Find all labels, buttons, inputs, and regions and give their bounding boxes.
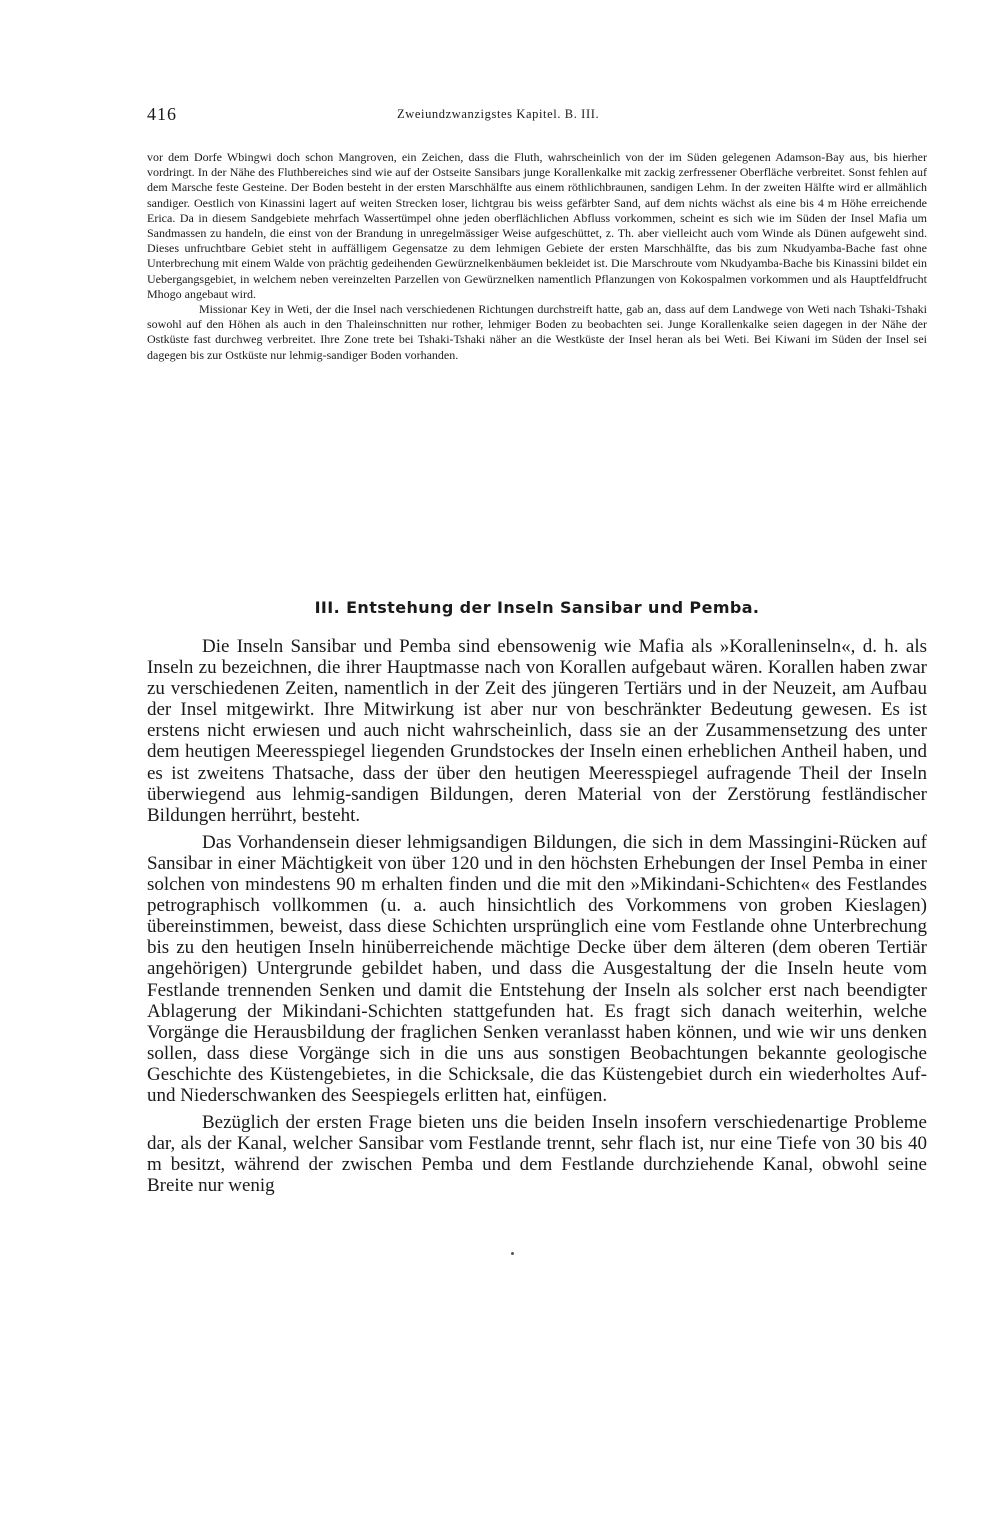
body-paragraph: Die Inseln Sansibar und Pemba sind ebensowenig wie Mafia als »Koralleninseln«, d. h. als Inseln zu bezeichnen, die ihrer Hauptmasse nach von Korallen aufgebaut wären. Korallen haben zwar zu verschiedenen Zeiten, namentlich in der Zeit des jüngeren Tertiärs und in der Neuzeit, am Aufbau der Insel mitgewirkt. Ihre Mitwirkung ist aber nur von beschränkter Bedeutung gewesen. Es ist erstens nicht erwiesen und auch nicht wahrscheinlich, dass sie an der Zusammensetzung des unter dem heutigen Meeresspiegel liegenden Grundstockes der Inseln einen erheblichen Antheil haben, und es ist zweitens Thatsache, dass der über den heutigen Meeresspiegel aufragende Theil der Inseln überwiegend aus lehmig-sandigen Bildungen, deren Material von der Zerstörung festländischer Bildungen herrührt, besteht. xyxy=(147,636,927,826)
running-head: Zweiundzwanzigstes Kapitel. B. III. xyxy=(397,107,600,121)
running-header xyxy=(147,104,927,128)
small-paragraph: vor dem Dorfe Wbingwi doch schon Mangroven, ein Zeichen, dass die Fluth, wahrscheinlich von der im Süden gelegenen Adamson-Bay aus, bis hierher vordringt. In der Nähe des Fluthbereiches sind wie auf der Ostseite Sansibars junge Korallenkalke mit zackig zerfressener Oberfläche verbreitet. Sonst fehlen auf dem Marsche feste Gesteine. Der Boden besteht in der ersten Marschhälfte aus einem röthlichbraunen, sandigen Lehm. In der zweiten Hälfte wird er allmählich sandiger. Oestlich von Kinassini lagert auf weiten Strecken loser, lichtgrau bis weiss gefärbter Sand, auf dem nichts wächst als eine bis 4 m Höhe erreichende Erica. Da in diesem Sandgebiete mehrfach Wassertümpel ohne jeden oberflächlichen Abfluss vorkommen, scheint es sich wie im Süden der Insel Mafia um Sandmassen zu handeln, die einst von der Brandung in unregelmässiger Weise aufgeschüttet, z. Th. aber vielleicht auch vom Winde als Dünen aufgeweht sind. Dieses unfruchtbare Gebiet steht in auffälligem Gegensatze zu dem lehmigen Gebiete der ersten Marschhälfte, das bis zum Nkudyamba-Bache fast ohne Unterbrechung mit einem Walde von prächtig gedeihenden Gewürznelkenbäumen bekleidet ist. Die Marschroute vom Nkudyamba-Bache bis Kinassini bildet ein Uebergangsgebiet, in welchem neben vereinzelten Parzellen von Gewürznelken namentlich Pflanzungen von Kokospalmen vorkommen und als Hauptfeldfrucht Mhogo angebaut wird. xyxy=(147,150,927,301)
body-paragraph: Das Vorhandensein dieser lehmigsandigen Bildungen, die sich in dem Massingini-Rücken auf Sansibar in einer Mächtigkeit von über 120 und in den höchsten Erhebungen der Insel Pemba in einer solchen von mindestens 90 m erhalten finden und die mit den »Mikindani-Schichten« des Festlandes petrographisch vollkommen (u. a. auch hinsichtlich des Vorkommens von groben Kieslagen) übereinstimmen, beweist, dass diese Schichten ursprünglich eine vom Festlande ohne Unterbrechung bis zu den heutigen Inseln hinüberreichende mächtige Decke über dem älteren (dem oberen Tertiär angehörigen) Untergrunde gebildet haben, und dass die Ausgestaltung der die Inseln heute vom Festlande trennenden Senken und damit die Entstehung der Inseln als solcher erst nach beendigter Ablagerung der Mikindani-Schichten stattgefunden hat. Es fragt sich danach weiterhin, welche Vorgänge die Herausbildung der fraglichen Senken veranlasst haben können, und wie wir uns denken sollen, dass diese Vorgänge sich in die uns aus sonstigen Beobachtungen bekannte geologische Geschichte des Küstengebietes, in die Schicksale, die das Küstengebiet durch ein wiederholtes Auf- und Niederschwanken des Seespiegels erlitten hat, einfügen. xyxy=(147,831,927,1106)
small-paragraph: Missionar Key in Weti, der die Insel nach verschiedenen Richtungen durchstreift hatte, gab an, dass auf dem Landwege von Weti nach Tshaki-Tshaki sowohl auf den Höhen als auch in den Thaleinschnitten nur rother, lehmiger Boden zu beobachten sei. Junge Korallenkalke seien dagegen in der Nähe der Ostküste fast durchweg verbreitet. Ihre Zone trete bei Tshaki-Tshaki näher an die Westküste der Insel heran als bei Weti. Bei Kiwani im Süden der Insel sei dagegen bis zur Ostküste nur lehmig-sandiger Boden vorhanden. xyxy=(147,302,927,362)
main-text-block xyxy=(147,636,927,1196)
page-number: 416 xyxy=(147,104,177,124)
print-speck xyxy=(511,1252,514,1255)
body-paragraph: Bezüglich der ersten Frage bieten uns die beiden Inseln insofern verschiedenartige Probleme dar, als der Kanal, welcher Sansibar vom Festlande trennt, sehr flach ist, nur eine Tiefe von 30 bis 40 m besitzt, während der zwischen Pemba und dem Festlande durchziehende Kanal, obwohl seine Breite nur wenig xyxy=(147,1112,927,1197)
section-heading: III. Entstehung der Inseln Sansibar und Pemba. xyxy=(314,598,760,617)
small-print-block xyxy=(147,150,927,363)
